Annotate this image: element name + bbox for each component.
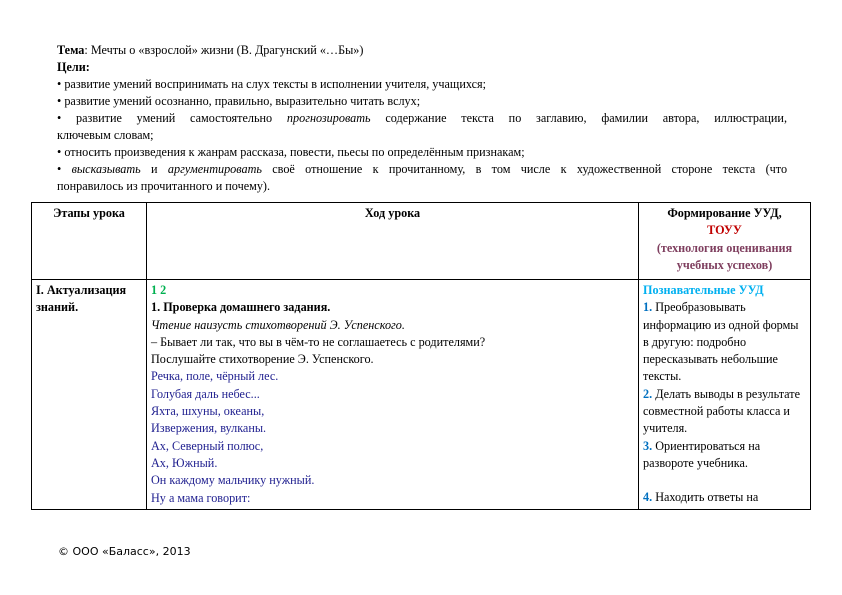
poem-line: Голубая даль небес...	[151, 386, 260, 401]
uud-title: Познавательные УУД	[643, 283, 764, 297]
poem-line: Ах, Северный полюс,	[151, 438, 264, 453]
uud-item-text: Находить ответы на	[655, 490, 759, 505]
goal-5	[57, 161, 787, 178]
goal-4: • относить произведения к жанрам рассказа, повести, пьесы по определённым признакам;	[57, 145, 525, 159]
uud-item-number: 3.	[643, 438, 653, 453]
uud-item-text: Ориентироваться на развороте учебника.	[643, 438, 761, 470]
uud-item-number: 2.	[643, 386, 653, 401]
goal-5-italic-2: аргументировать	[167, 162, 262, 176]
poem-line: Ах, Южный.	[151, 455, 218, 470]
lesson-table	[31, 202, 811, 510]
progress-cell	[147, 280, 639, 510]
poem-line: Он каждому мальчику нужный.	[151, 473, 315, 488]
col-uud-header	[639, 203, 811, 280]
uud-item	[643, 299, 806, 385]
tech-label: (технология оценивания учебных успехов)	[656, 240, 793, 272]
task-subtitle: Чтение наизусть стихотворений Э. Успенского.	[151, 317, 405, 332]
goal-5-italic-1: высказывать	[71, 162, 141, 176]
goal-3-italic: прогнозировать	[286, 111, 371, 125]
uud-item-text: Делать выводы в результате совместной работы класса и учителя.	[643, 386, 801, 436]
goal-3-text-c: содержание текста по заглавию, фамилии автора, иллюстрации,	[385, 111, 787, 125]
col-progress-header: Ход урока	[147, 203, 639, 280]
lesson-header	[57, 42, 787, 195]
col-stages-header: Этапы урока	[32, 203, 147, 280]
poem-line: Яхта, шхуны, океаны,	[151, 404, 265, 419]
uud-item-number: 4.	[643, 490, 653, 505]
goal-2: • развитие умений осознанно, правильно, выразительно читать вслух;	[57, 94, 421, 108]
uud-header-title: Формирование УУД,	[667, 206, 782, 220]
uud-item	[643, 438, 806, 473]
listen-instruction: Послушайте стихотворение Э. Успенского.	[151, 352, 374, 367]
poem-line: Ну а мама говорит:	[151, 490, 251, 505]
uud-item-text: Преобразовывать информацию из одной формы в другую: подробно пересказывать небольшие тексты.	[643, 300, 799, 384]
goal-3-cont: ключевым словам;	[57, 128, 154, 142]
goal-5-text: своё отношение к прочитанному, в том числе к художественной стороне текста (что	[272, 162, 788, 176]
toyu-label: ТОУУ	[707, 223, 742, 238]
topic-text: : Мечты о «взрослой» жизни (В. Драгунский «…Бы»)	[84, 43, 364, 57]
teacher-question: – Бывает ли так, что вы в чём-то не соглашаетесь с родителями?	[151, 334, 486, 349]
uud-item-number: 1.	[643, 300, 653, 315]
goal-5-bullet: •	[57, 162, 62, 176]
goal-5-cont: понравилось из прочитанного и почему).	[57, 179, 271, 193]
goal-5-and: и	[151, 162, 158, 176]
topic-line	[57, 42, 787, 59]
goals-label: Цели:	[57, 60, 90, 74]
copyright-footer: © ООО «Баласс», 2013	[58, 545, 191, 558]
poem-line: Речка, поле, чёрный лес.	[151, 369, 279, 384]
uud-item	[643, 489, 806, 506]
table-row	[32, 280, 811, 510]
stage-cell: I. Актуализация знаний.	[32, 280, 147, 510]
goal-3-text-a: • развитие умений самостоятельно	[57, 111, 273, 125]
poem-line: Извержения, вулканы.	[151, 421, 267, 436]
uud-cell	[639, 280, 811, 510]
topic-label: Тема	[57, 43, 85, 57]
slide-numbers: 1 2	[151, 283, 167, 297]
goal-1: • развитие умений воспринимать на слух тексты в исполнении учителя, учащихся;	[57, 77, 486, 91]
table-header-row	[32, 203, 811, 280]
task-title: 1. Проверка домашнего задания.	[151, 300, 331, 315]
uud-spacer	[643, 472, 806, 489]
goal-3	[57, 110, 787, 127]
uud-item	[643, 386, 806, 438]
